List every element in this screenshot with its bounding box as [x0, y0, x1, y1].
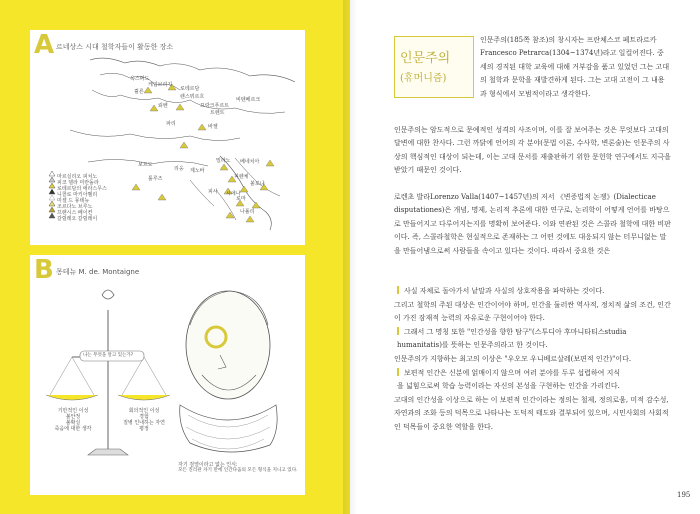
left-pan-line: 불확실	[65, 420, 81, 426]
paragraph-1: 인문주의(185쪽 참조)의 창시자는 프란체스코 페트라르카Francesco Petrarca(1304~1374년)라고 일컬어진다. 중세의 경직된 대학 교육에 대해 거부감을 품고 있었던 그는 고대의 철학과 문학을 재발견하게 된다. 그는 고대 고전이 그 내용과 형식에서 모범적이라고 생각한다.	[480, 36, 670, 98]
map-label-venice: 베네치아	[240, 159, 260, 165]
paragraph-6: 고대의 인간성을 이상으로 하는 이 보편적 인간이라는 정의는 철제, 정의로움, 미적 감수성, 자연과의 조화 등의 덕목으로 나타나는 도덕적 태도와 결부되어 있으며, 시민사회의 사회적인 덕목들이 중요한 역할을 한다.	[394, 396, 669, 431]
paragraph-4: 그리고 철학의 주된 대상은 인간이어야 하며, 인간을 둘러싼 역사적, 정치적 삶의 조건, 인간이 가진 잠재적 능력의 자유로운 구현이어야 한다.	[394, 301, 671, 323]
section-title-box	[394, 36, 474, 98]
right-pan-line: 평정	[139, 426, 149, 432]
montaigne-caption-line1: 자기 검열이라고 없는 인식:	[178, 462, 238, 468]
page-number: 195	[677, 491, 691, 499]
montaigne-caption-line2: 모든 진리관 자기 만에 인간다움의 모든 형식을 지니고 있다.	[178, 468, 298, 473]
map-label-leuven: 뢰벤	[158, 103, 168, 109]
map-label-bologna: 볼로냐	[250, 181, 265, 187]
montaigne-title: 몽테뉴 M. de. Montaigne	[56, 268, 140, 276]
right-pan-line: 회의적인 이성	[128, 408, 160, 414]
paragraph-3: 로렌초 발라Lorenzo Valla(1407~1457년)의 저서 《변증법적 논쟁》(Dialecticae disputationes)은 개념, 명제, 논리적 추론에 대한 연구로, 논리학이 어떻게 언어를 바탕으로 만들어지고 다루어지는지를 명확히 보여준다. 이와 연관된 것은 스콜라 철학에 대한 비판이다. 즉, 스콜라철학은 현실적으로 존재하는 그 어떤 것에도 대응되지 않는 터무니없는 말을 만들어냄으로써 사람들을 속이고 있다는 것이다. 따라서 중요한 것은	[394, 193, 671, 255]
map-label-naples: 나폴리	[240, 209, 255, 215]
left-pan-line: 기만적인 이성	[57, 408, 89, 414]
map-label-oxford: 옥스퍼드	[130, 76, 150, 82]
legend-item: 조르다노 브루노	[57, 204, 93, 210]
quote-2-line2: humanitatis)를 뜻하는 인문주의라고 한 것이다.	[397, 341, 548, 349]
panel-a-map	[30, 30, 305, 245]
quote-bar	[397, 286, 399, 294]
map-title: 르네상스 시대 철학자들이 활동한 장소	[56, 43, 174, 51]
legend-item: 마르실리오 피치노	[57, 174, 98, 180]
quote-3-line1: 보편적 인간은 신분에 얽매이지 않으며 여러 분야를 두루 섭렵하여 지식	[404, 369, 621, 377]
map-label-siena: 시에나	[226, 191, 241, 197]
right-pan-line: 질병 인내하는 자연	[123, 420, 165, 426]
legend-item: 피코 델라 미란돌라	[57, 180, 99, 186]
map-label-basel: 바젤	[208, 124, 218, 130]
panel-b-montaigne	[30, 255, 305, 495]
map-label-rensburg: 렌스뷔르흐	[180, 94, 205, 100]
legend-item: 갈릴레오 갈릴레이	[57, 216, 98, 222]
legend-item: 니콜로 마키아벨리	[57, 192, 98, 198]
map-label-wittenberg: 비텐베르크	[236, 97, 261, 103]
quote-bar	[397, 368, 399, 376]
quote-3	[397, 367, 620, 380]
quote-2-line1: 그래서 그 명칭 또한 "인간성을 향한 탐구"(스투디아 후마니타티스studia	[404, 328, 627, 336]
legend-item: 프랜시스 베이컨	[57, 210, 93, 216]
map-label-lyon: 리옹	[174, 166, 184, 172]
map-label-rotterdam: 로테르담	[180, 86, 200, 92]
legend-item: 로테르담의 에라스무스	[57, 186, 107, 192]
map-label-pisa: 피사	[208, 189, 218, 195]
quote-1	[397, 285, 604, 298]
map-label-frankfurt: 프랑크푸르트	[200, 103, 229, 109]
map-label-trento: 트렌트	[210, 110, 225, 116]
map-label-cambridge: 케임브리지	[148, 82, 173, 88]
map-label-rome: 로마	[236, 196, 246, 202]
map-label-bordeaux: 보르도	[138, 162, 153, 168]
map-label-paris: 파리	[166, 121, 176, 127]
panel-letter-a: A	[34, 30, 55, 60]
map-label-genoa: 제노바	[190, 168, 205, 174]
right-pan-line: 경험	[139, 414, 149, 420]
section-subtitle: (휴머니즘)	[400, 73, 447, 84]
map-label-milan: 밀라노	[216, 158, 231, 164]
panel-letter-b: B	[34, 255, 54, 285]
left-pan-line: 불안정	[65, 414, 81, 420]
map-label-cologne: 쾰른	[134, 89, 144, 95]
right-page	[357, 0, 700, 514]
paragraph-5: 인문주의가 지향하는 최고의 이상은 "우오모 우니베르살레(보편적 인간)"이다.	[394, 355, 632, 363]
balance-scale-illustration	[30, 255, 305, 495]
legend-item: 미셸 드 몽테뉴	[57, 198, 90, 204]
scale-label: 나는 무엇을 알고 있는가?	[83, 353, 134, 358]
quote-2	[397, 326, 626, 339]
paragraph-2: 인문주의는 암도적으로 문예적인 성격의 사조이며, 이를 잘 보여주는 것은 무엇보다 고대의 달변에 대한 찬사다. 그런 까닭에 언어의 각 분야(문법 이론, 수사학, 변론술)는 인문주의 사상의 핵심적인 대상이 되는데, 이는 고대 문서를 재출판하기 위한 문헌학 연구에서도 지극을 받았기 때문인 것이다.	[394, 126, 671, 175]
map-label-florence: 피렌체	[234, 174, 249, 180]
book-gutter	[343, 0, 357, 514]
quote-bar	[397, 327, 399, 335]
quote-3-line2: 을 넓힘으로써 학습 능력이라는 자신의 본성을 구현하는 인간을 가리킨다.	[397, 382, 620, 390]
quote-1-text: 사실 자체로 돌아가서 낱말과 사실의 상호작용을 파악하는 것이다.	[404, 287, 605, 295]
section-title: 인문주의	[400, 51, 451, 66]
map-label-toulouse: 툴루즈	[148, 176, 163, 182]
left-pan-line: 죽음에 대한 생각	[54, 426, 92, 432]
